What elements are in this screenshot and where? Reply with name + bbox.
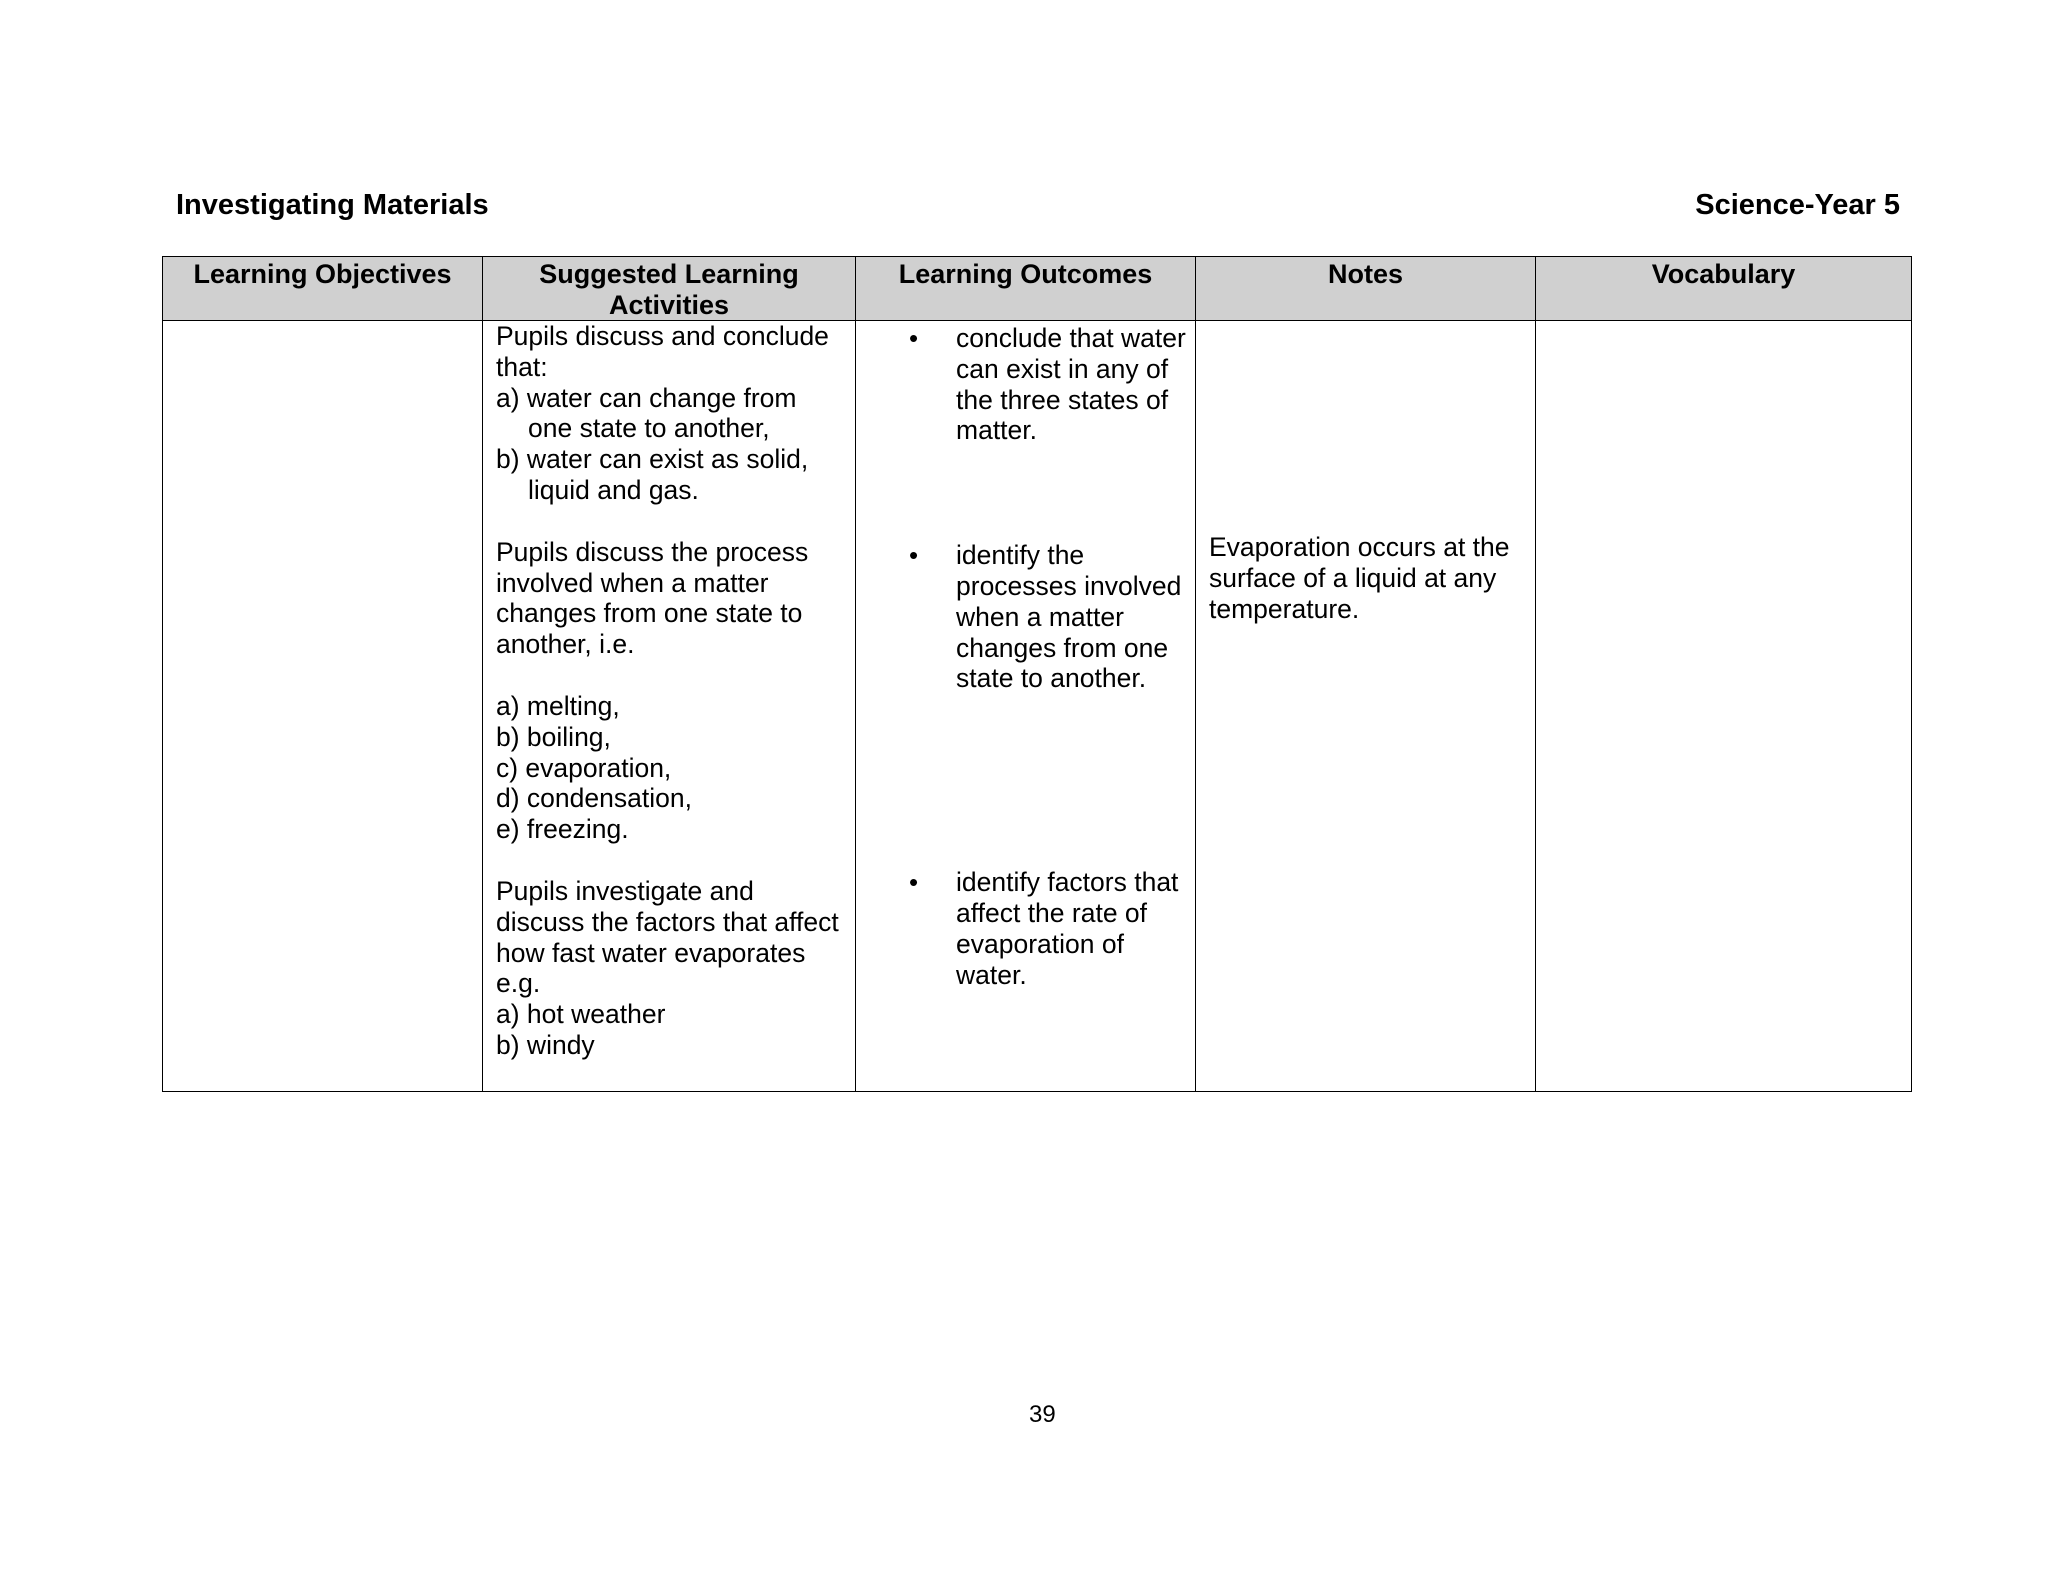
outcome-item xyxy=(856,867,1187,990)
vocabulary-cell xyxy=(1536,321,1912,1092)
header-vocabulary: Vocabulary xyxy=(1536,257,1912,321)
curriculum-table xyxy=(162,256,1912,1092)
activity-intro: Pupils discuss and conclude that: xyxy=(496,321,829,382)
outcome-text: identify the processes involved when a matter changes from one state to another. xyxy=(956,540,1182,694)
activity-item: a) hot weather xyxy=(496,999,666,1030)
outcome-item xyxy=(856,323,1187,446)
bullet-icon: • xyxy=(909,540,919,571)
section-title: Investigating Materials xyxy=(176,189,489,221)
outcome-item xyxy=(856,540,1187,694)
notes-cell xyxy=(1196,321,1536,1092)
header-learning-objectives: Learning Objectives xyxy=(163,257,483,321)
subject-title: Science-Year 5 xyxy=(1695,189,1900,221)
activity-item: e) freezing. xyxy=(496,814,629,845)
learning-outcomes-cell xyxy=(856,321,1196,1092)
bullet-icon: • xyxy=(909,323,919,353)
activity-item: d) condensation, xyxy=(496,783,692,814)
learning-activities-cell xyxy=(483,321,856,1092)
activity-item: b) windy xyxy=(496,1029,595,1060)
bullet-icon: • xyxy=(909,867,919,898)
activity-intro: Pupils investigate and discuss the factors that affect how fast water evaporates e.g. xyxy=(496,875,839,999)
table-row xyxy=(163,321,1912,1092)
header-learning-outcomes: Learning Outcomes xyxy=(856,257,1196,321)
activity-item: a) melting, xyxy=(496,690,620,721)
notes-text: Evaporation occurs at the surface of a liquid at any temperature. xyxy=(1209,532,1510,624)
activity-item: a) water can change from one state to another, xyxy=(496,382,797,444)
table-header-row xyxy=(163,257,1912,321)
outcome-text: conclude that water can exist in any of the three states of matter. xyxy=(956,323,1186,446)
outcome-text: identify factors that affect the rate of evaporation of water. xyxy=(956,867,1179,990)
activity-item: c) evaporation, xyxy=(496,752,672,783)
learning-objectives-cell xyxy=(163,321,483,1092)
header-notes: Notes xyxy=(1196,257,1536,321)
header-suggested-learning-activities: Suggested Learning Activities xyxy=(483,257,856,321)
activity-item: b) boiling, xyxy=(496,721,611,752)
activity-item: b) water can exist as solid, liquid and gas. xyxy=(496,444,809,505)
activity-intro: Pupils discuss the process involved when a matter changes from one state to another, i.e. xyxy=(496,536,809,660)
page-number: 39 xyxy=(1029,1401,1056,1428)
